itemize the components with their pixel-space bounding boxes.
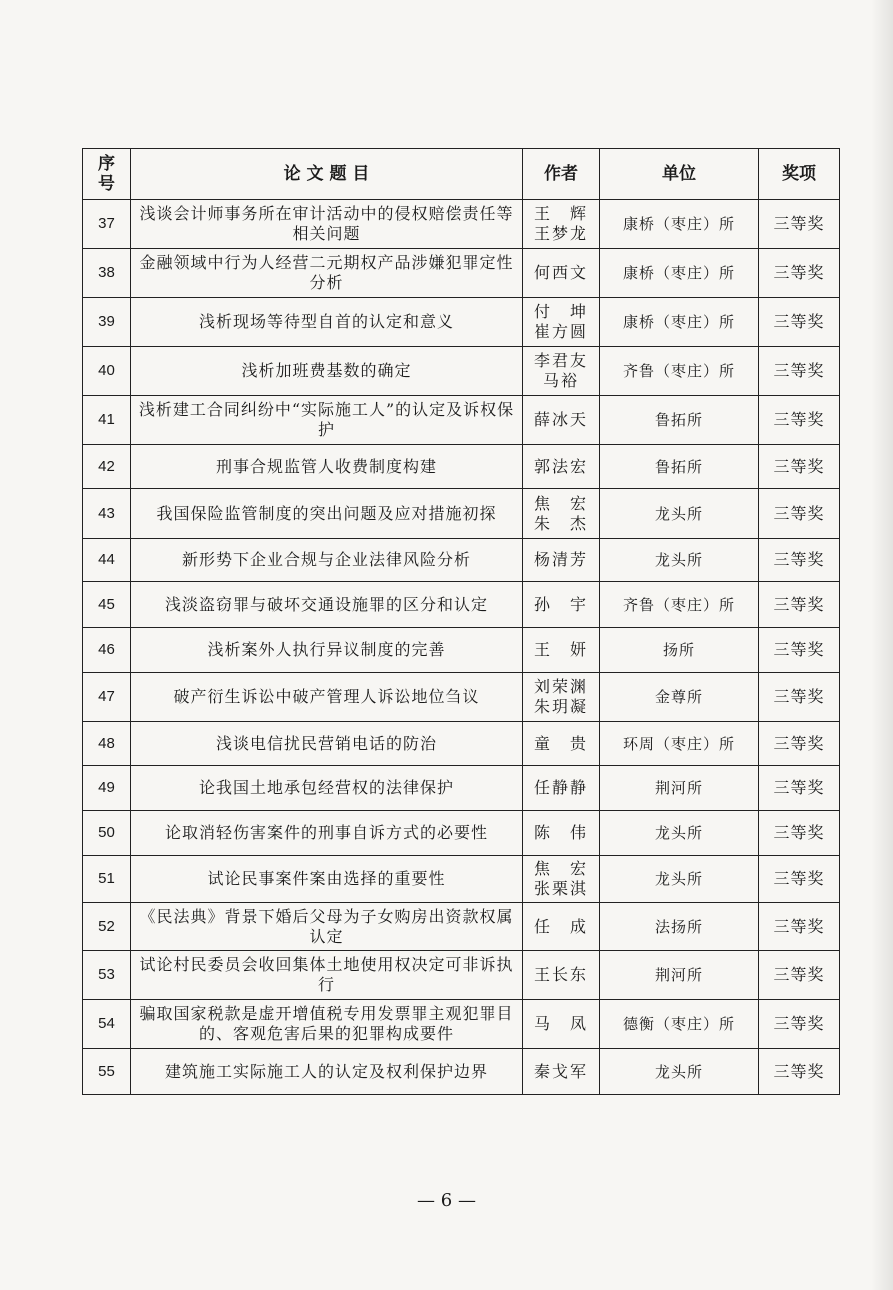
table-row [83, 1000, 840, 1049]
author-name: 杨清芳 [533, 550, 588, 569]
row-award: 三等奖 [759, 445, 840, 489]
row-org: 法扬所 [600, 903, 759, 951]
row-seq: 40 [83, 347, 131, 396]
author-name: 秦戈军 [533, 1061, 588, 1081]
table-row [83, 628, 840, 673]
row-title: 建筑施工实际施工人的认定及权利保护边界 [131, 1049, 523, 1095]
row-title: 骗取国家税款是虚开增值税专用发票罪主观犯罪目的、客观危害后果的犯罪构成要件 [131, 1000, 523, 1049]
row-award: 三等奖 [759, 722, 840, 766]
header-author: 作者 [523, 149, 600, 200]
author-name: 童 贵 [533, 733, 588, 753]
author-name: 陈 伟 [533, 823, 588, 842]
row-authors [523, 298, 600, 347]
row-org: 德衡（枣庄）所 [600, 1000, 759, 1049]
author-name: 王 辉 [533, 204, 588, 223]
row-title: 金融领域中行为人经营二元期权产品涉嫌犯罪定性分析 [131, 249, 523, 298]
row-award: 三等奖 [759, 582, 840, 628]
table-row [83, 298, 840, 347]
row-seq: 51 [83, 856, 131, 903]
row-authors [523, 766, 600, 811]
row-org: 鲁拓所 [600, 445, 759, 489]
row-title: 浅析建工合同纠纷中“实际施工人”的认定及诉权保护 [131, 396, 523, 445]
table-row [83, 539, 840, 582]
row-title: 浅析案外人执行异议制度的完善 [131, 628, 523, 673]
row-title: 浅谈会计师事务所在审计活动中的侵权赔偿责任等相关问题 [131, 200, 523, 249]
row-authors [523, 811, 600, 856]
table-row [83, 951, 840, 1000]
row-award: 三等奖 [759, 856, 840, 903]
row-award: 三等奖 [759, 249, 840, 298]
row-title: 浅淡盗窃罪与破坏交通设施罪的区分和认定 [131, 582, 523, 628]
row-org: 康桥（枣庄）所 [600, 200, 759, 249]
row-org: 齐鲁（枣庄）所 [600, 347, 759, 396]
row-seq: 46 [83, 628, 131, 673]
row-authors [523, 1000, 600, 1049]
row-authors [523, 903, 600, 951]
author-name: 焦 宏 [533, 859, 588, 878]
author-name: 郭法宏 [533, 456, 588, 476]
row-authors [523, 722, 600, 766]
author-name: 薛冰天 [533, 410, 588, 429]
row-org: 环周（枣庄）所 [600, 722, 759, 766]
row-seq: 48 [83, 722, 131, 766]
author-name: 焦 宏 [533, 493, 588, 513]
table-header-row [83, 149, 840, 200]
author-name: 朱 杰 [533, 513, 588, 533]
table-row [83, 811, 840, 856]
row-award: 三等奖 [759, 628, 840, 673]
author-name: 刘荣渊 [533, 677, 588, 696]
header-title: 论 文 题 目 [131, 149, 523, 200]
author-name: 王长东 [533, 965, 588, 984]
author-name: 王梦龙 [533, 224, 588, 243]
row-seq: 38 [83, 249, 131, 298]
author-name: 孙 宇 [533, 594, 588, 614]
row-org: 龙头所 [600, 539, 759, 582]
author-name: 任静静 [533, 778, 588, 797]
author-name: 何西文 [533, 263, 588, 282]
row-award: 三等奖 [759, 489, 840, 539]
row-authors [523, 856, 600, 903]
table-row [83, 200, 840, 249]
row-seq: 49 [83, 766, 131, 811]
row-title: 《民法典》背景下婚后父母为子女购房出资款权属认定 [131, 903, 523, 951]
row-org: 齐鲁（枣庄）所 [600, 582, 759, 628]
row-title: 论取消轻伤害案件的刑事自诉方式的必要性 [131, 811, 523, 856]
author-name: 崔方圆 [533, 322, 588, 341]
row-title: 破产衍生诉讼中破产管理人诉讼地位刍议 [131, 673, 523, 722]
row-title: 我国保险监管制度的突出问题及应对措施初探 [131, 489, 523, 539]
table-row [83, 396, 840, 445]
row-org: 金尊所 [600, 673, 759, 722]
table-row [83, 445, 840, 489]
table-row [83, 903, 840, 951]
header-seq [83, 149, 131, 200]
row-title: 浅析加班费基数的确定 [131, 347, 523, 396]
row-title: 浅析现场等待型自首的认定和意义 [131, 298, 523, 347]
header-org: 单位 [600, 149, 759, 200]
row-award: 三等奖 [759, 396, 840, 445]
row-award: 三等奖 [759, 298, 840, 347]
row-seq: 39 [83, 298, 131, 347]
row-award: 三等奖 [759, 347, 840, 396]
row-org: 龙头所 [600, 1049, 759, 1095]
row-award: 三等奖 [759, 200, 840, 249]
author-name: 马 凤 [533, 1014, 588, 1033]
author-name: 朱玥凝 [533, 697, 588, 716]
row-seq: 37 [83, 200, 131, 249]
row-seq: 52 [83, 903, 131, 951]
row-authors [523, 539, 600, 582]
author-name: 任 成 [533, 916, 588, 936]
author-name: 马裕 [542, 371, 579, 390]
row-authors [523, 200, 600, 249]
row-award: 三等奖 [759, 951, 840, 1000]
row-title: 试论村民委员会收回集体土地使用权决定可非诉执行 [131, 951, 523, 1000]
row-award: 三等奖 [759, 1000, 840, 1049]
row-authors [523, 396, 600, 445]
row-seq: 50 [83, 811, 131, 856]
row-title: 浅谈电信扰民营销电话的防治 [131, 722, 523, 766]
row-title: 试论民事案件案由选择的重要性 [131, 856, 523, 903]
row-award: 三等奖 [759, 1049, 840, 1095]
author-name: 张栗淇 [533, 879, 588, 898]
page-number: — 6 — [417, 1190, 476, 1211]
row-authors [523, 489, 600, 539]
author-name: 付 坤 [533, 302, 588, 321]
row-authors [523, 1049, 600, 1095]
row-authors [523, 582, 600, 628]
row-award: 三等奖 [759, 673, 840, 722]
author-name: 李君友 [533, 351, 588, 370]
row-org: 龙头所 [600, 489, 759, 539]
row-authors [523, 445, 600, 489]
awards-table [82, 148, 840, 1095]
row-authors [523, 249, 600, 298]
page-edge-shadow [871, 0, 893, 1290]
row-award: 三等奖 [759, 539, 840, 582]
row-seq: 53 [83, 951, 131, 1000]
table-row [83, 673, 840, 722]
row-seq: 42 [83, 445, 131, 489]
row-seq: 47 [83, 673, 131, 722]
row-org: 荆河所 [600, 951, 759, 1000]
row-title: 论我国土地承包经营权的法律保护 [131, 766, 523, 811]
row-award: 三等奖 [759, 903, 840, 951]
table-row [83, 347, 840, 396]
table-row [83, 722, 840, 766]
table-row [83, 582, 840, 628]
row-org: 扬所 [600, 628, 759, 673]
row-authors [523, 673, 600, 722]
table-row [83, 249, 840, 298]
row-authors [523, 628, 600, 673]
row-org: 康桥（枣庄）所 [600, 298, 759, 347]
row-org: 荆河所 [600, 766, 759, 811]
row-title: 刑事合规监管人收费制度构建 [131, 445, 523, 489]
row-seq: 45 [83, 582, 131, 628]
header-seq-label: 序 号 [98, 154, 115, 194]
row-title: 新形势下企业合规与企业法律风险分析 [131, 539, 523, 582]
header-award: 奖项 [759, 149, 840, 200]
table-row [83, 1049, 840, 1095]
row-org: 康桥（枣庄）所 [600, 249, 759, 298]
table-row [83, 856, 840, 903]
row-award: 三等奖 [759, 811, 840, 856]
table-row [83, 489, 840, 539]
row-award: 三等奖 [759, 766, 840, 811]
row-seq: 44 [83, 539, 131, 582]
row-authors [523, 951, 600, 1000]
row-org: 龙头所 [600, 811, 759, 856]
row-seq: 41 [83, 396, 131, 445]
author-name: 王 妍 [533, 640, 588, 659]
row-org: 鲁拓所 [600, 396, 759, 445]
row-org: 龙头所 [600, 856, 759, 903]
row-seq: 43 [83, 489, 131, 539]
table-row [83, 766, 840, 811]
row-seq: 54 [83, 1000, 131, 1049]
row-authors [523, 347, 600, 396]
row-seq: 55 [83, 1049, 131, 1095]
